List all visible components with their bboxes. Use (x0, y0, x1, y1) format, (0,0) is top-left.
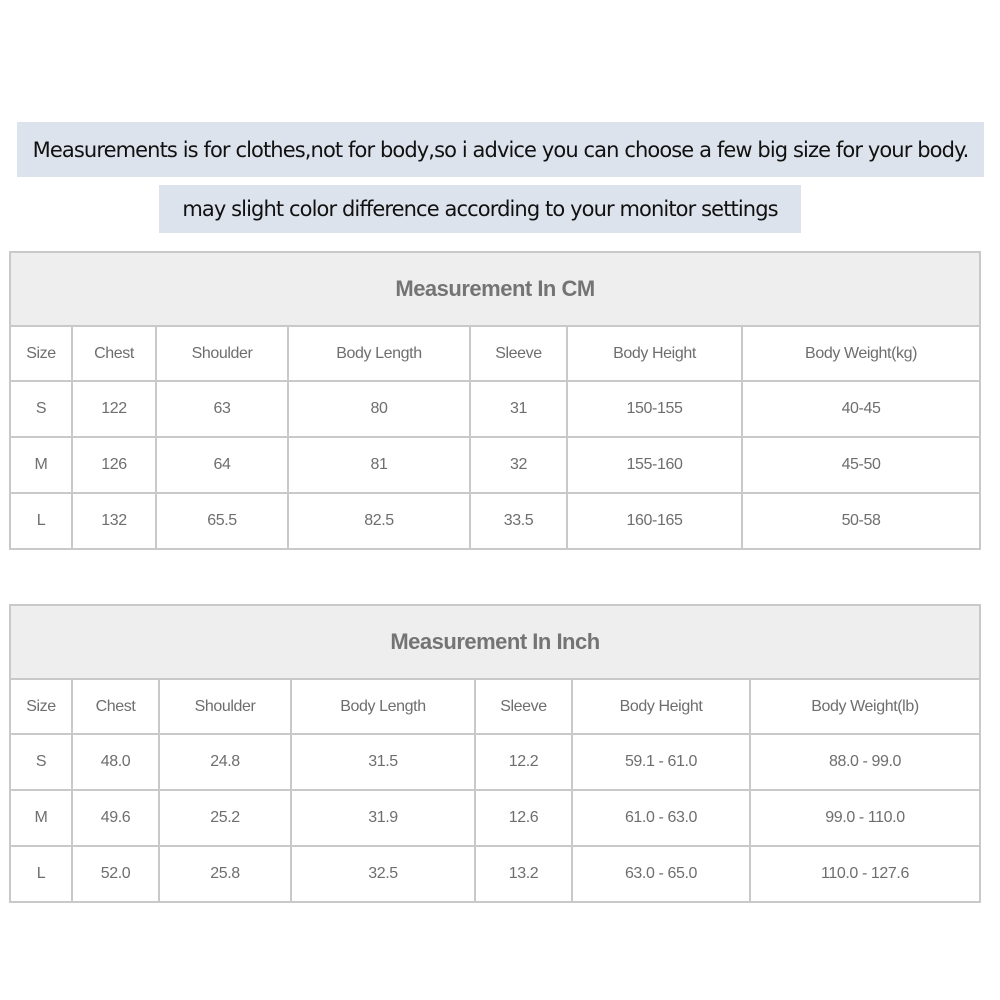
column-header-sleeve: Sleeve (475, 679, 572, 734)
body-length-cell: 31.9 (291, 790, 475, 846)
size-chart-cm (9, 251, 981, 550)
body-weight-cell: 110.0 - 127.6 (750, 846, 980, 902)
column-header-chest: Chest (72, 679, 159, 734)
body-weight-cell: 88.0 - 99.0 (750, 734, 980, 790)
body-length-cell: 82.5 (288, 493, 470, 549)
body-weight-cell: 99.0 - 110.0 (750, 790, 980, 846)
sleeve-cell: 12.6 (475, 790, 572, 846)
body-length-cell: 31.5 (291, 734, 475, 790)
column-header-body-length: Body Length (291, 679, 475, 734)
table-title: Measurement In Inch (10, 605, 980, 679)
table-row (10, 790, 980, 846)
column-header-body-height: Body Height (567, 326, 742, 381)
size-cell: L (10, 846, 72, 902)
column-header-body-height: Body Height (572, 679, 750, 734)
sleeve-cell: 32 (470, 437, 567, 493)
color-difference-notice: may slight color difference according to your monitor settings (159, 185, 801, 233)
shoulder-cell: 25.8 (159, 846, 291, 902)
table-title: Measurement In CM (10, 252, 980, 326)
chest-cell: 132 (72, 493, 156, 549)
body-length-cell: 32.5 (291, 846, 475, 902)
chest-cell: 126 (72, 437, 156, 493)
chest-cell: 52.0 (72, 846, 159, 902)
size-chart-inch (9, 604, 981, 903)
shoulder-cell: 64 (156, 437, 288, 493)
body-weight-cell: 40-45 (742, 381, 980, 437)
column-header-body-weight: Body Weight(kg) (742, 326, 980, 381)
measurement-notice: Measurements is for clothes,not for body,so i advice you can choose a few big size for your body. (17, 122, 984, 177)
sleeve-cell: 13.2 (475, 846, 572, 902)
size-cell: S (10, 734, 72, 790)
sleeve-cell: 12.2 (475, 734, 572, 790)
size-cell: M (10, 437, 72, 493)
body-weight-cell: 50-58 (742, 493, 980, 549)
column-header-shoulder: Shoulder (159, 679, 291, 734)
column-header-body-weight: Body Weight(lb) (750, 679, 980, 734)
body-height-cell: 61.0 - 63.0 (572, 790, 750, 846)
column-header-body-length: Body Length (288, 326, 470, 381)
column-header-size: Size (10, 326, 72, 381)
chest-cell: 49.6 (72, 790, 159, 846)
body-height-cell: 59.1 - 61.0 (572, 734, 750, 790)
body-height-cell: 150-155 (567, 381, 742, 437)
shoulder-cell: 63 (156, 381, 288, 437)
body-length-cell: 81 (288, 437, 470, 493)
column-header-chest: Chest (72, 326, 156, 381)
body-length-cell: 80 (288, 381, 470, 437)
column-header-sleeve: Sleeve (470, 326, 567, 381)
column-header-shoulder: Shoulder (156, 326, 288, 381)
table-row (10, 493, 980, 549)
table-row (10, 437, 980, 493)
size-cell: L (10, 493, 72, 549)
table-row (10, 846, 980, 902)
body-height-cell: 160-165 (567, 493, 742, 549)
shoulder-cell: 24.8 (159, 734, 291, 790)
chest-cell: 122 (72, 381, 156, 437)
size-cell: M (10, 790, 72, 846)
sleeve-cell: 33.5 (470, 493, 567, 549)
shoulder-cell: 25.2 (159, 790, 291, 846)
sleeve-cell: 31 (470, 381, 567, 437)
size-cell: S (10, 381, 72, 437)
body-height-cell: 63.0 - 65.0 (572, 846, 750, 902)
table-row (10, 734, 980, 790)
column-header-size: Size (10, 679, 72, 734)
body-height-cell: 155-160 (567, 437, 742, 493)
shoulder-cell: 65.5 (156, 493, 288, 549)
chest-cell: 48.0 (72, 734, 159, 790)
table-row (10, 381, 980, 437)
body-weight-cell: 45-50 (742, 437, 980, 493)
